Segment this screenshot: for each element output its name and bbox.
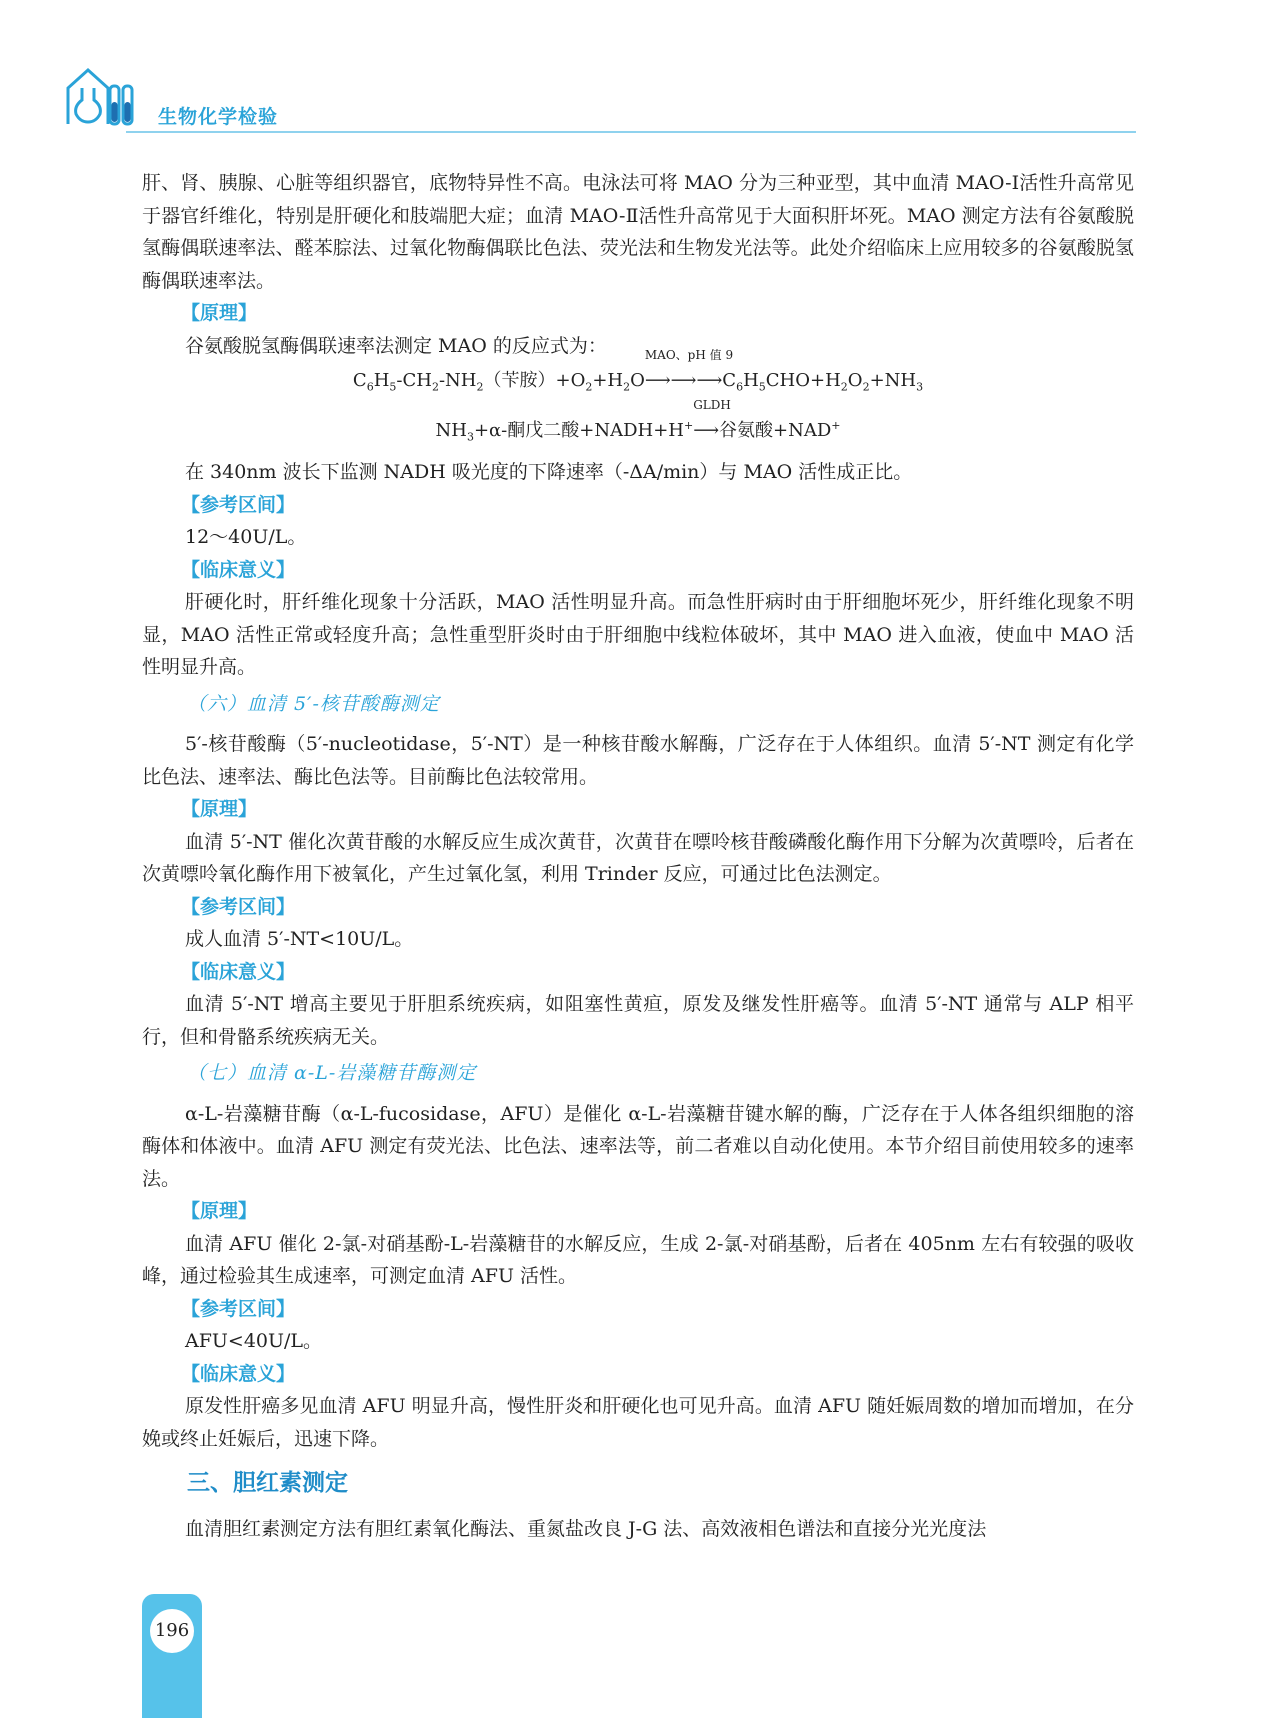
reaction-arrow: GLDH ⟶ [693,397,731,441]
paragraph: 原发性肝癌多见血清 AFU 明显升高，慢性肝炎和肝硬化也可见升高。血清 AFU 随妊娠周数的增加而增加，在分娩或终止妊娠后，迅速下降。 [142,1395,1134,1450]
paragraph: 血清 5′-NT 催化次黄苷酸的水解反应生成次黄苷，次黄苷在嘌呤核苷酸磷酸化酶作用下分解为次黄嘌呤，后者在次黄嘌呤氧化酶作用下被氧化，产生过氧化氢，利用 Trinder 反应，可通过比色法测定。 [142,830,1134,886]
label-principle: 【原理】 [181,1200,258,1223]
page-body [142,167,1134,1546]
arrow-label: GLDH [693,397,731,412]
section-heading: 三、胆红素测定 [187,1470,348,1497]
label-principle: 【原理】 [181,302,258,324]
eq1-left: $C_6H_5-CH_2-NH_2$（苄胺）$+O_2+H_2O$ [352,370,645,394]
label-clinical-significance: 【临床意义】 [181,1362,296,1385]
paragraph: 成人血清 5′-NT<10U/L。 [185,928,414,951]
reaction-arrow: MAO、pH 值 9 ⟶⟶⟶ [644,348,734,391]
book-title: 生物化学检验 [158,106,279,128]
running-header [66,66,1136,136]
paragraph: 肝、肾、胰腺、心脏等组织器官，底物特异性不高。电泳法可将 MAO 分为三种亚型，其中血清 MAO-Ⅰ活性升高常见于器官纤维化，特别是肝硬化和肢端肥大症；血清 MAO-Ⅱ活性升高常见于大面积肝坏死。MAO 测定方法有谷氨酸脱氢酶偶联速率法、醛苯腙法、过氧化物酶偶联比色法、荧光法和生物发光法等。此处介绍临床上应用较多的谷氨酸脱氢酶偶联速率法。 [142,172,1134,292]
label-reference-range: 【参考区间】 [181,1297,296,1320]
eq1-right: $C_6H_5CHO+H_2O_2+NH_3$ [722,370,924,394]
paragraph: 5′-核苷酸酶（5′-nucleotidase，5′-NT）是一种核苷酸水解酶，广泛存在于人体组织。血清 5′-NT 测定有化学比色法、速率法、酶比色法等。目前酶比色法较常用。 [142,733,1134,788]
reaction-equation-1 [142,348,1134,407]
reaction-equation-2 [142,397,1134,457]
subsection-heading: （六）血清 5′-核苷酸酶测定 [187,692,440,715]
paragraph: AFU<40U/L。 [185,1330,323,1353]
label-reference-range: 【参考区间】 [181,493,296,516]
header-divider [126,131,1136,133]
label-reference-range: 【参考区间】 [181,895,296,918]
paragraph: 血清 5′-NT 增高主要见于肝胆系统疾病，如阻塞性黄疸，原发及继发性肝癌等。血清 5′-NT 通常与 ALP 相平行，但和骨骼系统疾病无关。 [142,993,1134,1048]
page-number: 196 [150,1609,194,1653]
paragraph: 在 340nm 波长下监测 NADH 吸光度的下降速率（-ΔA/min）与 MAO 活性成正比。 [185,461,913,484]
eq2-right: 谷氨酸+NAD+ [719,418,841,441]
flask-test-tubes-icon [66,66,136,126]
paragraph: 血清胆红素测定方法有胆红素氧化酶法、重氮盐改良 J-G 法、高效液相色谱法和直接分光光度法 [185,1518,987,1541]
subsection-heading: （七）血清 α-L-岩藻糖苷酶测定 [187,1062,477,1085]
paragraph: 肝硬化时，肝纤维化现象十分活跃，MAO 活性明显升高。而急性肝病时由于肝细胞坏死少，肝纤维化现象不明显，MAO 活性正常或轻度升高；急性重型肝炎时由于肝细胞中线粒体破坏，其中 MAO 进入血液，使血中 MAO 活性明显升高。 [142,591,1134,679]
paragraph: 血清 AFU 催化 2-氯-对硝基酚-L-岩藻糖苷的水解反应，生成 2-氯-对硝基酚，后者在 405nm 左右有较强的吸收峰，通过检验其生成速率，可测定血清 AFU 活性。 [142,1232,1134,1288]
paragraph: α-L-岩藻糖苷酶（α-L-fucosidase，AFU）是催化 α-L-岩藻糖苷键水解的酶，广泛存在于人体各组织细胞的溶酶体和体液中。血清 AFU 测定有荧光法、比色法、速率法等，前二者难以自动化使用。本节介绍目前使用较多的速率法。 [142,1102,1134,1190]
arrow-label: MAO、pH 值 9 [644,348,734,362]
paragraph: 谷氨酸脱氢酶偶联速率法测定 MAO 的反应式为： [185,334,607,357]
label-clinical-significance: 【临床意义】 [181,558,296,581]
eq2-left: $NH_3+\alpha-$酮戊二酸+NADH+H+ [435,418,694,444]
paragraph: 12～40U/L。 [185,526,307,549]
label-clinical-significance: 【临床意义】 [181,960,296,983]
label-principle: 【原理】 [181,798,258,821]
